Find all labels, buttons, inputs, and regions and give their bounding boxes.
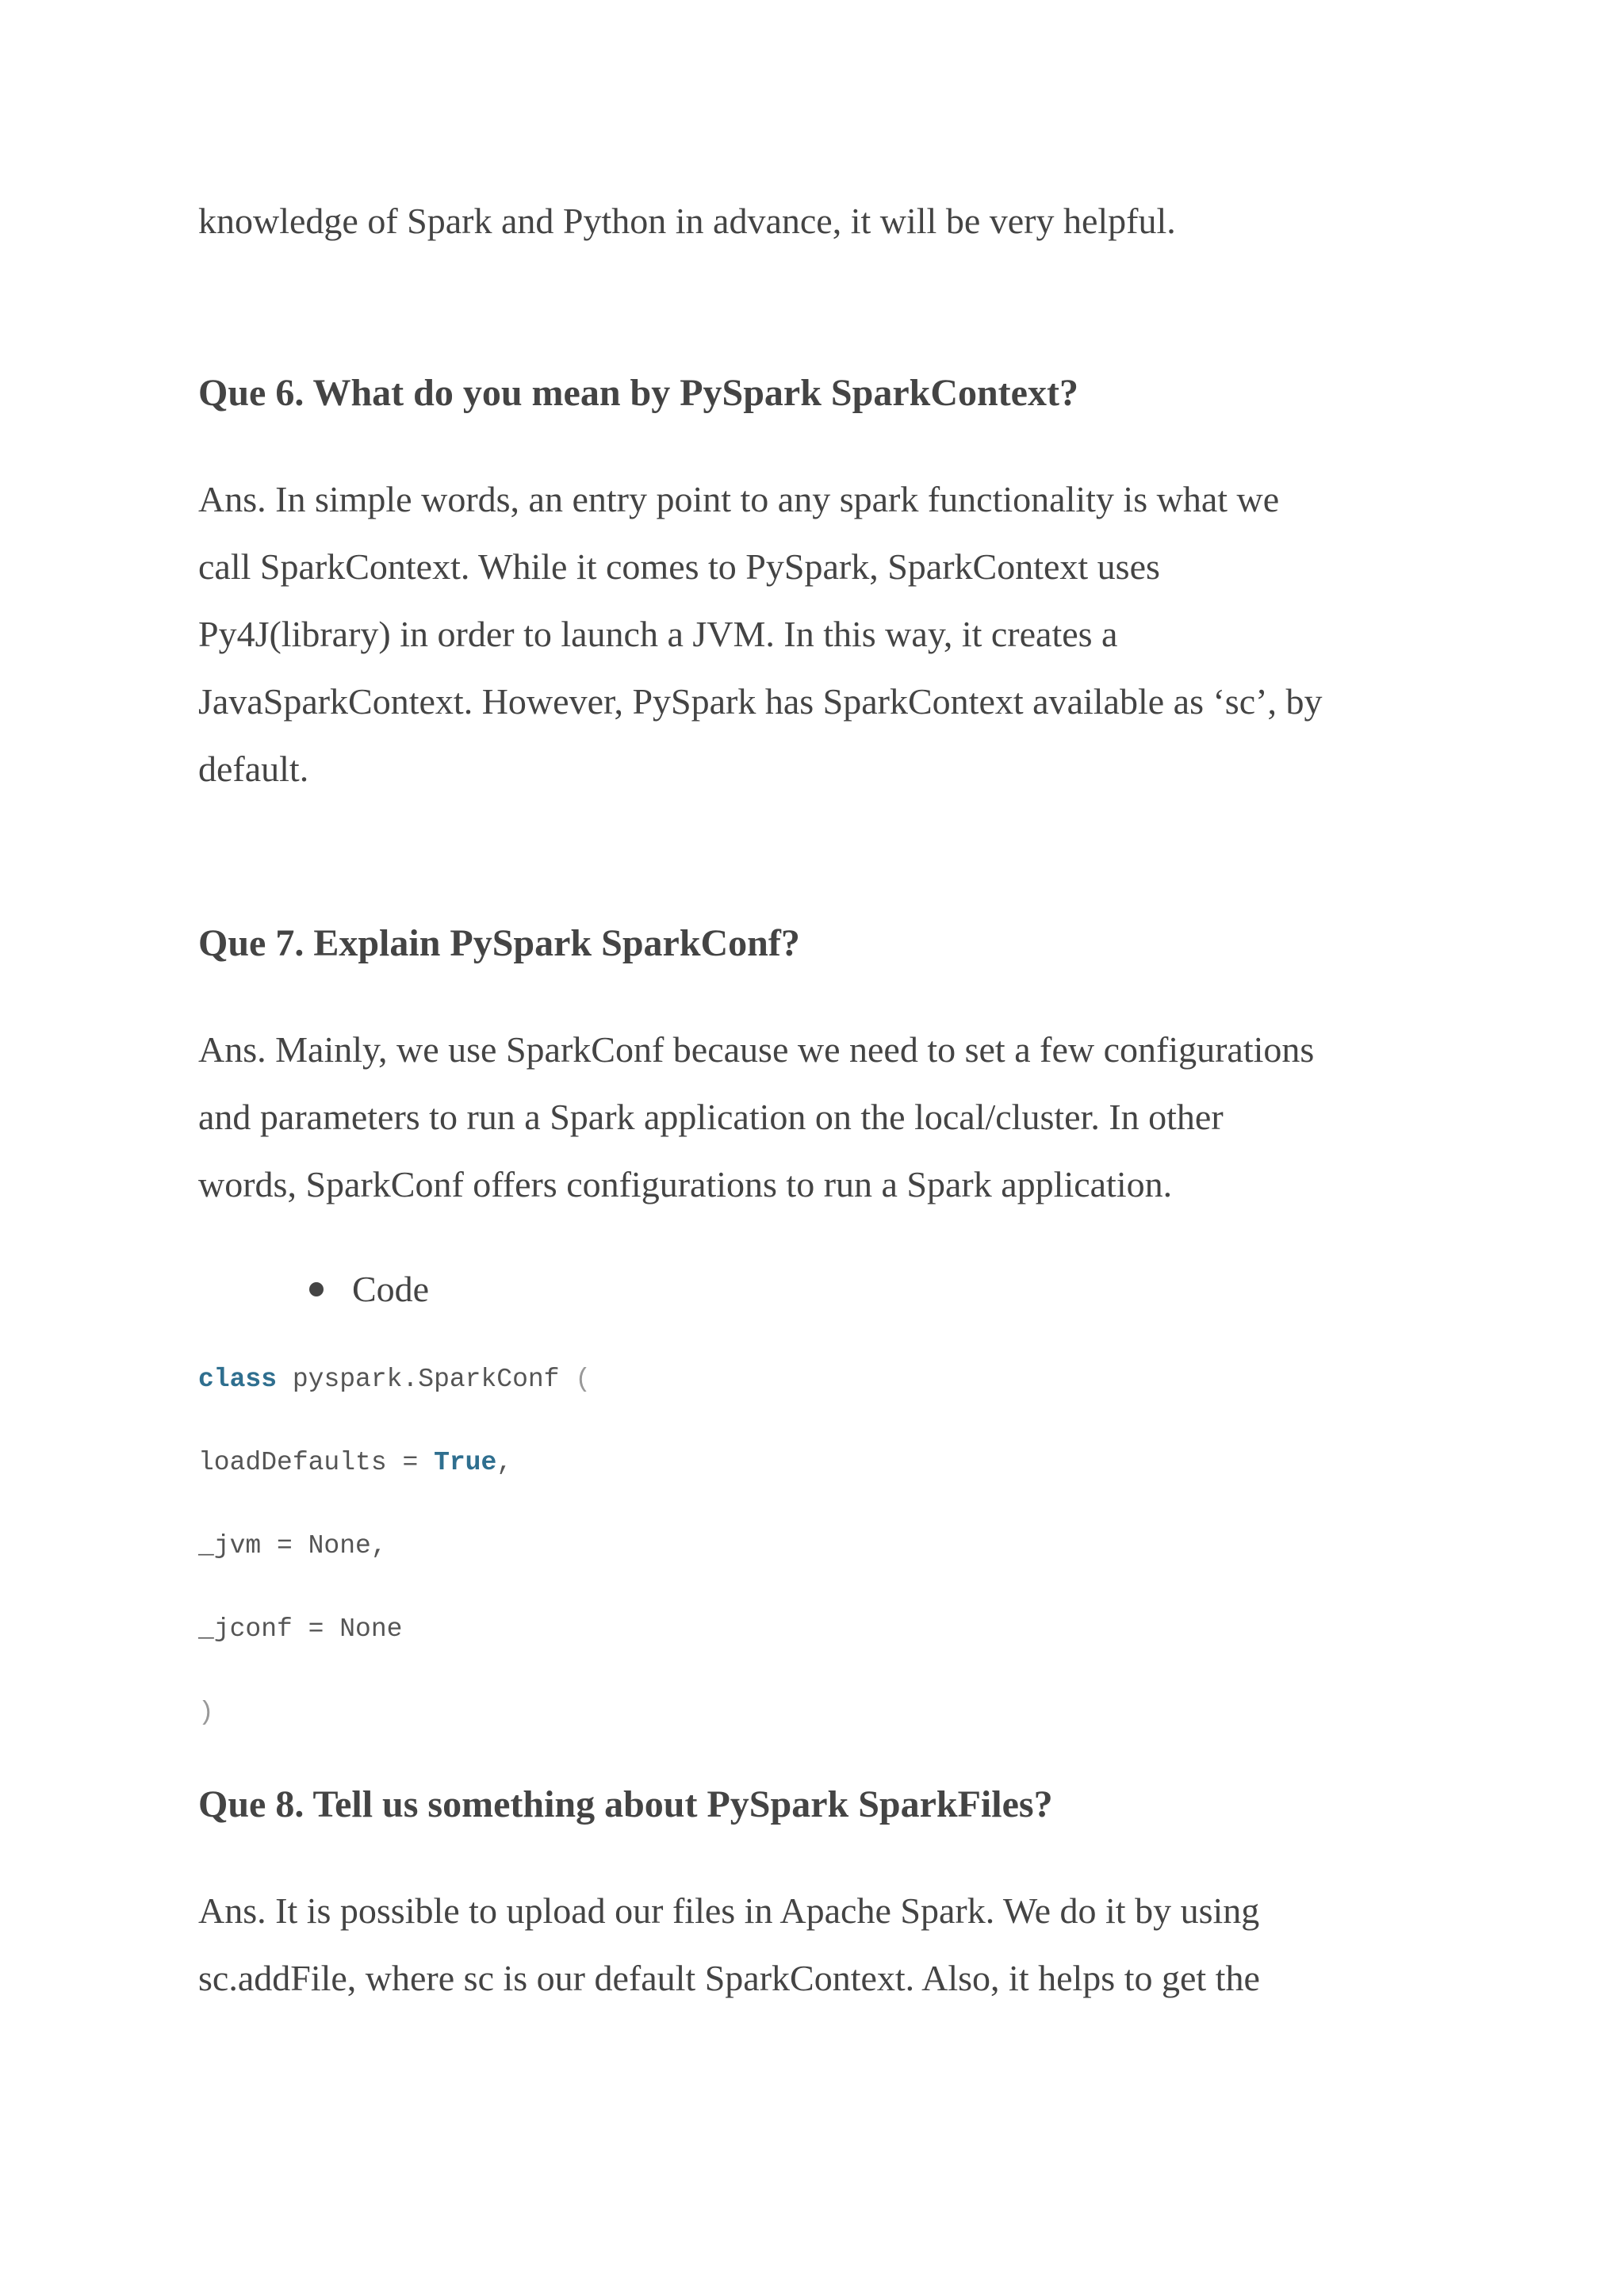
q6-answer-line: Py4J(library) in order to launch a JVM. In this way, it creates a [198,614,1118,654]
q6-answer-line: JavaSparkContext. However, PySpark has SparkContext available as ‘sc’, by [198,681,1323,722]
q6-answer-line: call SparkContext. While it comes to PySpark, SparkContext uses [198,546,1160,587]
code-text: loadDefaults = [198,1448,435,1477]
intro-paragraph: knowledge of Spark and Python in advance, it will be very helpful. [198,201,1176,241]
code-line: ) [198,1698,214,1727]
q7-answer-line: and parameters to run a Spark application on the local/cluster. In other [198,1097,1224,1137]
code-keyword: True [434,1448,497,1477]
code-line [198,1364,591,1396]
code-text: , [496,1448,513,1477]
q7-heading: Que 7. Explain PySpark SparkConf? [198,922,800,964]
code-text: pyspark.SparkConf [277,1365,576,1394]
q8-heading: Que 8. Tell us something about PySpark SparkFiles? [198,1783,1053,1825]
code-keyword: class [198,1365,278,1394]
q6-heading: Que 6. What do you mean by PySpark SparkContext? [198,372,1078,414]
bullet-item-code [309,1266,429,1313]
q6-answer-line: default. [198,749,309,789]
code-line: _jvm = None, [198,1531,387,1561]
code-paren: ( [575,1365,592,1394]
q8-answer-line: Ans. It is possible to upload our files in Apache Spark. We do it by using [198,1890,1260,1931]
q6-answer-line: Ans. In simple words, an entry point to any spark functionality is what we [198,479,1280,519]
code-line: _jconf = None [198,1614,403,1644]
q7-answer-line: Ans. Mainly, we use SparkConf because we need to set a few configurations [198,1029,1315,1070]
q8-answer-line: sc.addFile, where sc is our default SparkContext. Also, it helps to get the [198,1958,1260,1998]
bullet-label: Code [352,1269,430,1309]
code-line [198,1447,512,1479]
bullet-dot-icon [309,1282,324,1296]
q7-answer-line: words, SparkConf offers configurations to run a Spark application. [198,1164,1173,1204]
